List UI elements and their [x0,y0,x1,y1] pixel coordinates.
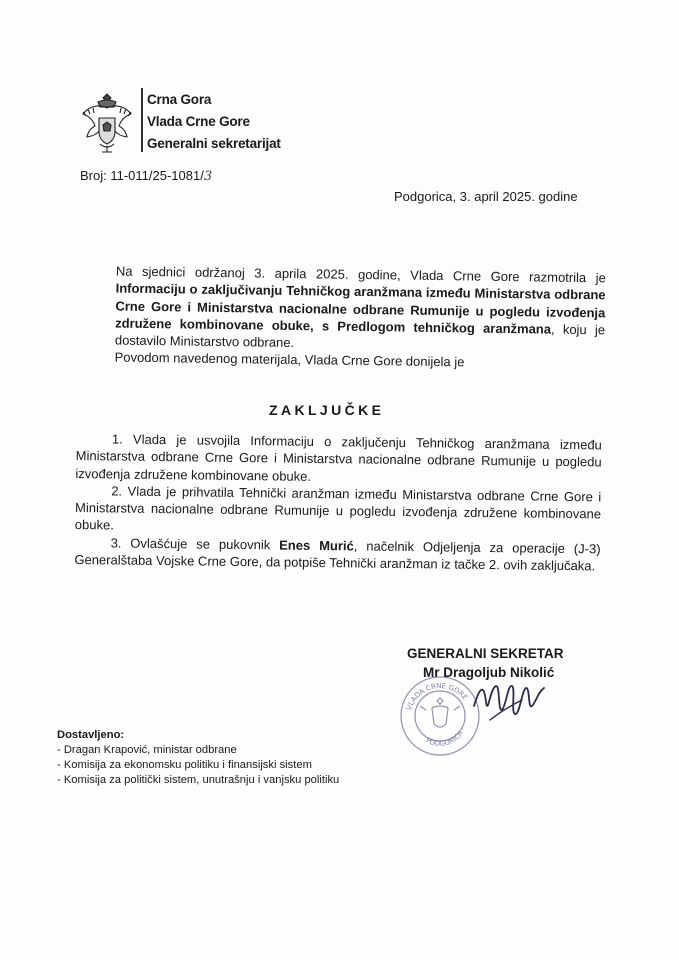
intro-bold-subject: Informaciju o zaključivanju Tehničkog aranžmana između Ministarstva odbrane Crne Gore i Ministarstva nacionalne odbrane Rumunije u pogledu izvođenja združene kombinovane obuke, s Predlogom tehničkog aranžmana [115,280,606,337]
conclusions-list [74,430,602,575]
reference-number [80,168,212,184]
letterhead-divider [141,88,143,152]
conclusion-1: 1. Vlada je usvojila Informaciju o zaključenju Tehničkog aranžmana između Ministarstva odbrane Crne Gore i Ministarstva nacionalne odbrane Rumunije u pogledu izvođenja združene kombinovane obuke. [75,431,602,484]
conclusion-3 [74,534,600,575]
coat-of-arms-icon [80,92,134,154]
distribution-list [57,728,339,788]
distribution-item: - Dragan Krapović, ministar odbrane [57,744,237,756]
letterhead-government: Vlada Crne Gore [147,114,250,129]
conclusion-2: 2. Vlada je prihvatila Tehnički aranžman između Ministarstva odbrane Crne Gore i Ministarstva nacionalne odbrane Rumunije u pogledu izvođenja združene kombinovane obuke. [74,483,602,533]
letterhead-secretariat: Generalni sekretarijat [147,136,281,151]
stamp-text-top: VLADA CRNE GORE [405,681,470,712]
distribution-item: - Komisija za politički sistem, unutrašnju i vanjsku politiku [57,774,340,786]
date-line: Podgorica, 3. april 2025. godine [394,189,578,204]
intro-text-a: Na sjednici održanoj 3. aprila 2025. godine, Vlada Crne Gore razmotrila je [115,263,606,286]
reference-label: Broj: 11-011/25-1081/ [80,168,204,183]
conclusion-3-a: 3. Ovlašćuje se pukovnik [110,535,280,553]
signature-name: Mr Dragoljub Nikolić [423,665,555,680]
stamp-text-bottom: PODGORICA [424,729,465,748]
distribution-label: Dostavljeno: [57,729,125,741]
signature-title: GENERALNI SEKRETAR [407,646,564,661]
conclusions-heading: ZAKLJUČKE [269,402,385,418]
conclusion-3-b: , načelnik Odjeljenja za operacije (J-3) Generalštaba Vojske Crne Gore, da potpiše Tehnički aranžman iz tačke 2. ovih zaključaka. [74,538,601,574]
distribution-item: - Komisija za ekonomsku politiku i finansijski sistem [57,759,312,771]
intro-text-b: , koju je dostavilo Ministarstvo odbrane. [114,321,606,351]
intro-paragraph [77,262,606,373]
reference-handwritten: 3 [203,169,213,184]
conclusion-3-name: Enes Murić [279,537,354,554]
svg-text:PODGORICA [424,729,464,748]
intro-decision-line: Povodom navedenog materijala, Vlada Crne Gore donijela je [114,350,465,370]
handwritten-signature-icon [470,676,550,726]
letterhead-country: Crna Gora [147,92,212,107]
